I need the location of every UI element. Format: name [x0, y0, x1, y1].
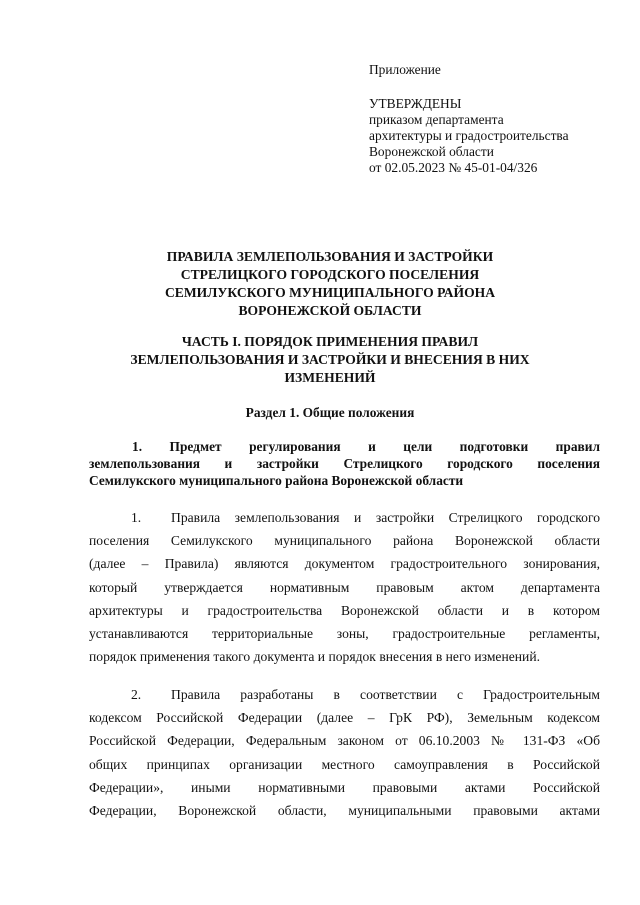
paragraph-line: который утверждается нормативным правовым актом департамента [89, 579, 600, 595]
paragraph-line [89, 506, 600, 529]
paragraph-line: Российской Федерации, Федеральным законом от 06.10.2003 № 131-ФЗ «Об [89, 733, 600, 749]
paragraph-line: поселения Семилукского муниципального района Воронежской области [89, 533, 600, 549]
document-title-line: ПРАВИЛА ЗЕМЛЕПОЛЬЗОВАНИЯ И ЗАСТРОЙКИ [166, 249, 494, 264]
paragraph-line: устанавливаются территориальные зоны, градостроительные регламенты, [89, 625, 600, 641]
paragraph-line: общих принципах организации местного самоуправления в Российской [89, 756, 600, 772]
part-heading-line: ЗЕМЛЕПОЛЬЗОВАНИЯ И ЗАСТРОЙКИ И ВНЕСЕНИЯ В НИХ [130, 352, 530, 367]
approval-line: приказом департамента [369, 112, 504, 127]
paragraph-2 [89, 683, 600, 822]
paragraph-number: 2. [131, 687, 142, 702]
part-heading-line: ЧАСТЬ I. ПОРЯДОК ПРИМЕНЕНИЯ ПРАВИЛ [181, 334, 479, 349]
article-heading-line: землепользования и застройки Стрелицкого городского поселения [89, 456, 600, 471]
article-heading-line: 1. Предмет регулирования и цели подготовки правил [132, 439, 600, 454]
section-heading [60, 404, 600, 422]
document-title [60, 248, 600, 320]
paragraph-line-text: Правила землепользования и застройки Стрелицкого городского [171, 510, 600, 525]
section-heading-text: Раздел 1. Общие положения [245, 405, 415, 420]
paragraph-line: кодексом Российской Федерации (далее – ГрК РФ), Земельным кодексом [89, 710, 600, 726]
approval-block [369, 62, 619, 176]
part-heading [60, 333, 600, 387]
paragraph-line-text: Правила разработаны в соответствии с Градостроительным [171, 687, 600, 702]
document-title-line: ВОРОНЕЖСКОЙ ОБЛАСТИ [238, 303, 422, 318]
approval-line: Воронежской области [369, 144, 494, 159]
paragraph-line [89, 683, 600, 706]
paragraph-line: Федерации», иными нормативными правовыми актами Российской [89, 779, 600, 795]
paragraph-line: порядок применения такого документа и порядок внесения в него изменений. [89, 649, 540, 665]
paragraph-line: архитектуры и градостроительства Воронежской области и в котором [89, 602, 600, 618]
paragraph-line: (далее – Правила) являются документом градостроительного зонирования, [89, 556, 600, 572]
approval-order-line: от 02.05.2023 № 45-01-04/326 [369, 160, 538, 175]
appendix-label: Приложение [369, 62, 441, 77]
article-heading-line: Семилукского муниципального района Воронежской области [89, 473, 464, 488]
approval-line: архитектуры и градостроительства [369, 128, 569, 143]
approved-label: УТВЕРЖДЕНЫ [369, 96, 462, 111]
paragraph-number: 1. [131, 510, 142, 525]
paragraph-line: Федерации, Воронежской области, муниципальными правовыми актами [89, 802, 600, 818]
document-title-line: СТРЕЛИЦКОГО ГОРОДСКОГО ПОСЕЛЕНИЯ [180, 267, 480, 282]
article-heading [89, 438, 600, 489]
part-heading-line: ИЗМЕНЕНИЙ [284, 370, 376, 385]
document-title-line: СЕМИЛУКСКОГО МУНИЦИПАЛЬНОГО РАЙОНА [164, 285, 496, 300]
paragraph-1 [89, 506, 600, 668]
